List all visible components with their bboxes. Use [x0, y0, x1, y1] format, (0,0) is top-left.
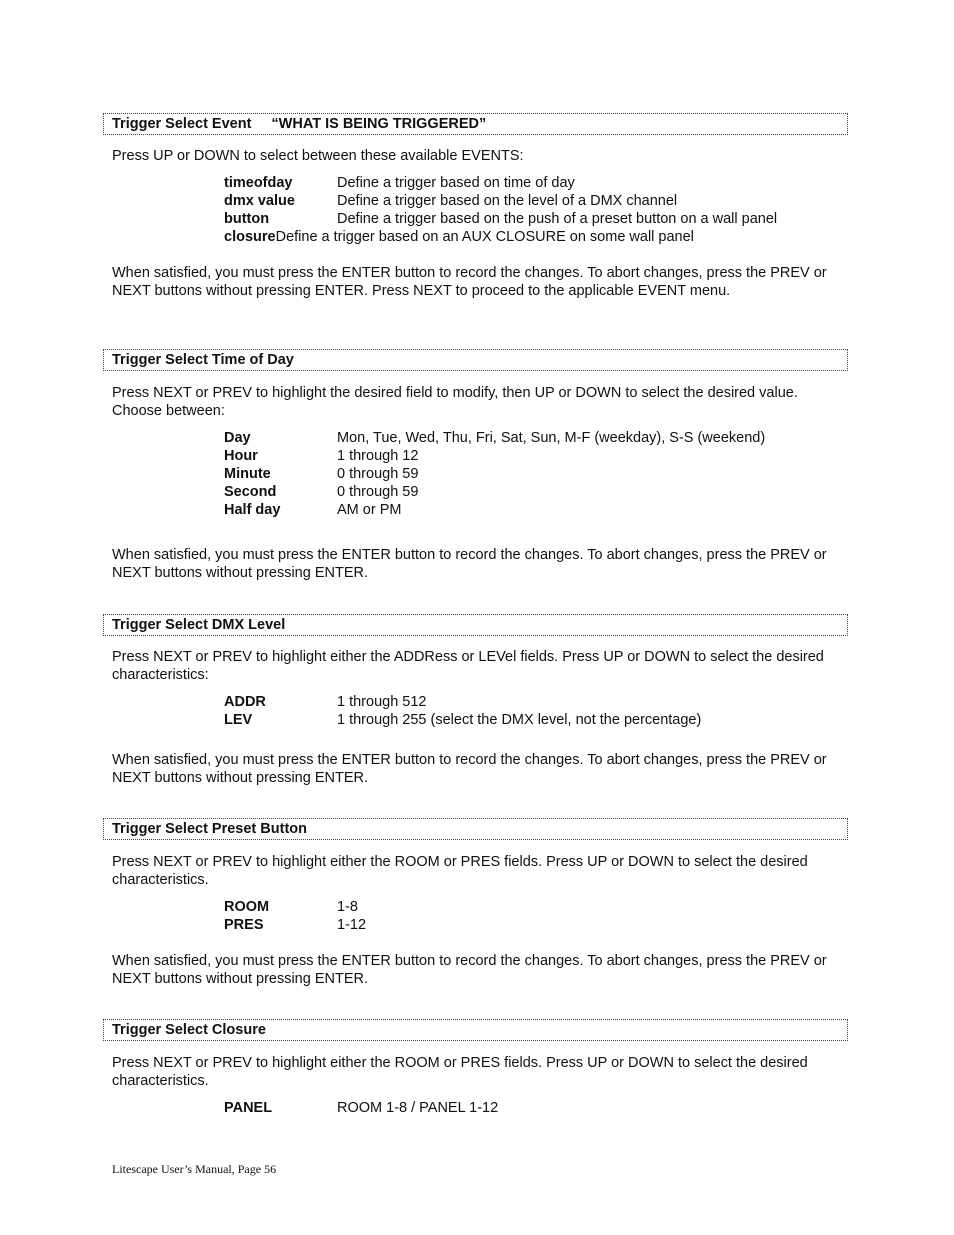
definition-row [224, 898, 834, 916]
definition-desc: Define a trigger based on an AUX CLOSURE on some wall panel [275, 229, 694, 245]
section-heading-title: Trigger Select Preset Button [112, 821, 307, 837]
definition-term: Second [224, 484, 277, 500]
definition-row [224, 501, 834, 519]
definition-term: dmx value [224, 193, 295, 209]
intro-paragraph: Press NEXT or PREV to highlight either the ROOM or PRES fields. Press UP or DOWN to select the desired characteristics. [112, 1055, 808, 1089]
definition-list [224, 898, 834, 934]
definition-desc: 1 through 12 [337, 448, 419, 464]
definition-desc: Define a trigger based on the level of a DMX channel [337, 193, 678, 209]
definition-row [224, 483, 834, 501]
outro-paragraph: When satisfied, you must press the ENTER button to record the changes. To abort changes, press the PREV or NEXT buttons without pressing ENTER. [112, 752, 827, 786]
page-footer: Litescape User’s Manual, Page 56 [112, 1162, 277, 1176]
definition-term: ADDR [224, 694, 266, 710]
section-heading-title: Trigger Select DMX Level [112, 617, 286, 633]
definition-desc: AM or PM [337, 502, 402, 518]
section-heading-event [103, 113, 848, 135]
definition-term: button [224, 211, 270, 227]
definition-row [224, 174, 834, 192]
outro-paragraph: When satisfied, you must press the ENTER button to record the changes. To abort changes, press the PREV or NEXT buttons without pressing ENTER. [112, 953, 827, 987]
outro-paragraph: When satisfied, you must press the ENTER button to record the changes. To abort changes, press the PREV or NEXT buttons without pressing ENTER. Press NEXT to proceed to the applicable EVENT menu. [112, 265, 827, 299]
outro-paragraph: When satisfied, you must press the ENTER button to record the changes. To abort changes, press the PREV or NEXT buttons without pressing ENTER. [112, 547, 827, 581]
definition-desc: 1-8 [337, 899, 358, 915]
section-heading-closure [103, 1019, 848, 1041]
definition-term: PANEL [224, 1100, 273, 1116]
definition-term: Half day [224, 502, 281, 518]
definition-term: LEV [224, 712, 253, 728]
definition-row [224, 429, 834, 447]
section-heading-title: Trigger Select Closure [112, 1022, 266, 1038]
definition-row [224, 447, 834, 465]
definition-term: Hour [224, 448, 258, 464]
intro-paragraph: Press NEXT or PREV to highlight the desired field to modify, then UP or DOWN to select the desired value. Choose between: [112, 385, 798, 419]
intro-paragraph: Press NEXT or PREV to highlight either the ROOM or PRES fields. Press UP or DOWN to select the desired characteristics. [112, 854, 808, 888]
definition-term: ROOM [224, 899, 270, 915]
definition-desc: ROOM 1-8 / PANEL 1-12 [337, 1100, 499, 1116]
definition-row [224, 711, 834, 729]
definition-term: timeofday [224, 175, 293, 191]
definition-list [224, 174, 834, 246]
definition-desc: 0 through 59 [337, 484, 419, 500]
definition-desc: Mon, Tue, Wed, Thu, Fri, Sat, Sun, M-F (weekday), S-S (weekend) [337, 430, 766, 446]
section-heading-time-of-day [103, 349, 848, 371]
section-heading-dmx-level [103, 614, 848, 636]
section-heading-title: Trigger Select Event [112, 116, 252, 132]
definition-desc: 1 through 255 (select the DMX level, not the percentage) [337, 712, 702, 728]
definition-term: PRES [224, 917, 264, 933]
definition-row [224, 1099, 834, 1117]
definition-row [224, 693, 834, 711]
section-heading-preset-button [103, 818, 848, 840]
definition-row [224, 210, 834, 228]
definition-term: Minute [224, 466, 271, 482]
definition-desc: 1 through 512 [337, 694, 427, 710]
section-heading-subtitle: “WHAT IS BEING TRIGGERED” [271, 116, 487, 132]
definition-term: closure [224, 229, 276, 245]
definition-desc: Define a trigger based on time of day [337, 175, 575, 191]
definition-list [224, 429, 834, 519]
definition-term: Day [224, 430, 251, 446]
definition-row [224, 192, 834, 210]
definition-row [224, 228, 834, 246]
definition-list [224, 693, 834, 729]
definition-row [224, 916, 834, 934]
definition-row [224, 465, 834, 483]
definition-list [224, 1099, 834, 1117]
definition-desc: Define a trigger based on the push of a preset button on a wall panel [337, 211, 778, 227]
intro-paragraph: Press NEXT or PREV to highlight either the ADDRess or LEVel fields. Press UP or DOWN to select the desired characteristics: [112, 649, 824, 683]
intro-paragraph: Press UP or DOWN to select between these available EVENTS: [112, 148, 524, 164]
definition-desc: 0 through 59 [337, 466, 419, 482]
definition-desc: 1-12 [337, 917, 367, 933]
section-heading-title: Trigger Select Time of Day [112, 352, 294, 368]
